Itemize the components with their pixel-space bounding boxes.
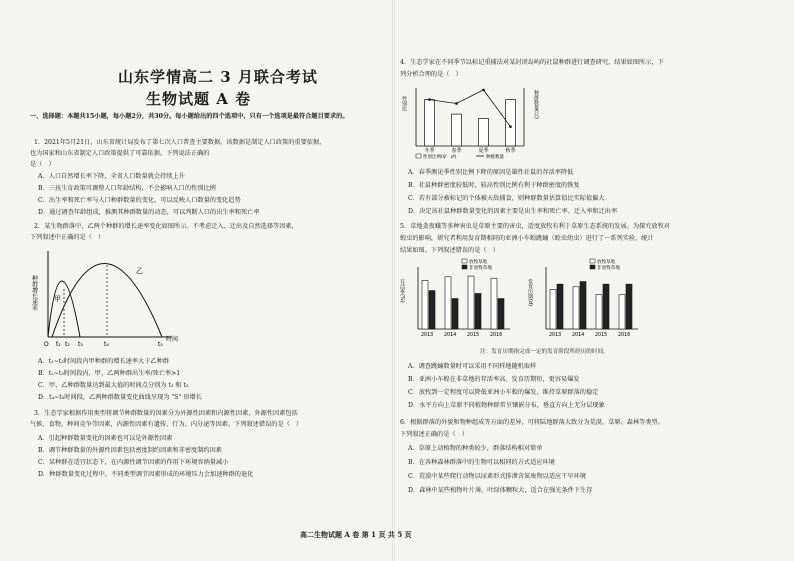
bar [468,276,474,329]
q3-option-d: D．种群数量变化过程中，不同类型调节因素形成的环境压力会加速种群的退化 [38,471,254,478]
q2-tick-t4: t₄ [104,341,109,348]
q4-x-tick: 夏季 [478,148,489,154]
q6-stem-line1: 6．根据群落的外貌和物种组成等方面的差异，可将陆地群落大致分为荒漠、草原、森林等类型。 [400,419,664,426]
q2-option-a: A．t₁~t₃时间段内甲种群的增长速率大于乙种群 [38,358,169,365]
q4-line-point [482,89,485,92]
exam-subtitle: 生物试题 A 卷 [146,90,252,108]
q5-option-d: D．水平方向上草原不同植物种群常呈镶嵌分布，垂直方向上无分层现象 [408,402,605,409]
q2-label-jia: 甲 [54,295,61,303]
q5-stem-line1: 5．草地贪夜蛾等多种害虫是草原主要的害虫，适度放牧有利于草原生态系统的发展。为探究放牧对 [400,223,670,230]
q2-tick-t1: t₁ [56,341,61,348]
legend-swatch [462,265,467,269]
x-tick: 2015 [595,333,608,338]
bar [550,289,556,329]
bar [619,295,625,329]
q4-line-point [428,98,431,101]
q1-stem-line2: 也为国家和山东省制定人口政策提供了可靠依据。下列说法正确的 [30,150,210,157]
q5-option-b: B．亚洲小车蝗在非草地的存活率高、发育历期短，更容易爆发 [408,376,580,383]
section-heading: 一、选择题：本题共15小题，每小题2分，共30分。每小题给出的四个选项中，只有一个选项是最符合题目要求的。 [30,113,349,120]
bar [626,284,632,329]
legend-label: 放牧草地 [469,260,488,265]
q4-legend-line: 种群数量 [486,155,504,160]
bar [452,299,458,329]
bar [573,287,579,329]
q3-option-c: C．某种群在适宜状态下，在内源性调节因素的作用下环境容纳量减小 [38,459,229,466]
q2-tick-t2: t₂ [65,341,70,348]
q3-stem-line2: 气候、食物、种间竞争等因素，内源性因素有遗传、行为、内分泌等因素。下列叙述错误的是（ ） [30,421,303,428]
y-label: 发育历期(d) [527,279,533,307]
q1-option-a: A．人口自然增长率下降，全省人口数量就会持续上升 [38,173,185,180]
q2-stem-line1: 2．某生物群落中，乙两个种群的增长速率变化如图所示。不考虑迁入、迁出及自然选择等因素， [34,223,298,230]
q2-tick-t3: t₃ [78,341,83,348]
x-tick: 2015 [467,333,480,338]
page-fold [392,0,395,561]
q5-development-chart [528,257,643,345]
q2-stem-line2: 下列叙述中正确的是（ ） [30,234,105,241]
q4-line-point [509,125,512,128]
q4-y-right-label: 种群数量(只) [533,90,539,119]
bar [557,284,563,329]
q2-tick-o: O [44,341,49,348]
q4-legend-bar: 性别比例(♀：♂) [423,155,457,160]
q4-y-left-label: 性别比 [401,96,407,111]
q5-stem-line2: 蝗虫的影响，研究者利用发育期相同的亚洲小车蝗跳蝻（蝗虫幼虫）进行了一系列实验，统计 [400,235,654,242]
q4-bar [425,100,435,146]
q1-option-c: C．出生率和死亡率与人口种群数量的变化，可以反映人口数量的变化趋势 [38,197,241,204]
q2-ylabel: 种群增长速率 [30,275,38,311]
q6-option-c: C．荒漠中某些爬行动物以尿素形式排泄含氮废物以适应干旱环境 [408,473,586,480]
q4-stem-line1: 4．生态学家在不同季节以标记重捕法对某封闭岛屿的社鼠种群进行调查研究，结果如图所示，下 [400,59,664,66]
q4-line [430,90,511,127]
q5-option-c: C．放牧到一定程度可以降低亚洲小车蝗的爆发，维持草原群落的稳定 [408,389,599,396]
bar [491,278,497,329]
q4-legend-bar-swatch [416,154,421,158]
x-tick: 2014 [444,333,457,338]
bar [596,295,602,329]
q4-bar [506,100,516,146]
q4-option-b: B．社鼠种群密度较低时，较高性别比例有利于种群密度的恢复 [408,182,580,189]
q4-stem-line2: 列分析合理的是（ ） [400,71,462,78]
q4-chart [401,82,544,164]
q1-option-d: D．通过调查年龄组成，推测其种群数量的动态，可以判断人口的出生率和死亡率 [38,209,260,216]
exam-title: 山东学情高二 3 月联合考试 [118,68,318,86]
q1-option-b: B．三孩生育政策可调整人口年龄结构，不会影响人口的性别比例 [38,185,216,192]
x-tick: 2016 [490,333,503,338]
q2-xlabel: 时间 [166,336,179,343]
page-footer: 高二生物试题 A 卷 第 1 页 共 5 页 [300,530,412,539]
q2-option-c: C．甲、乙种群数量达到最大值的时间点分别为 t₃ 和 t₅ [38,382,189,389]
q3-stem-line1: 3．生态学家根据作用类型将调节种群数量的因素分为外源性因素和内源性因素，外源性因素包括 [34,410,298,417]
q2-label-yi: 乙 [136,267,143,275]
q3-option-a: A．引起种群数量变化的因素也可以是外源性因素 [38,435,173,442]
x-tick: 2013 [421,333,434,338]
bar [445,277,451,329]
legend-swatch [590,259,595,263]
bar [422,280,428,329]
q2-option-b: B．t₂~t₃时间段内，甲、乙两种群出生率/死亡率>1 [38,370,181,377]
legend-label: 放牧草地 [597,260,616,265]
x-tick: 2016 [618,333,631,338]
q4-option-a: A．春季测见季性别比例下降的原因是雄性社鼠的存活率降低 [408,169,574,176]
bar [475,293,481,329]
legend-swatch [462,259,467,263]
bar [429,291,435,329]
q5-stem-line3: 结果如图。下列叙述错误的是（ ） [400,247,499,254]
q2-option-d: D．t₄~t₅时间段，乙两种群数量变化曲线呈现为 "S" 形增长 [38,394,202,401]
x-tick: 2014 [572,333,585,338]
q4-marks [425,89,516,154]
q5-note: 注：发育历期指完成一定的发育阶段所经历的时间。 [480,349,609,355]
q6-stem-line2: 下列叙述正确的是（ ） [400,431,469,438]
q4-x-tick: 冬季 [424,148,435,154]
q4-bar [479,118,489,146]
legend-label: 非放牧草地 [469,266,492,271]
legend-swatch [590,265,595,269]
q4-option-c: C．若有部分被标记的个体被天敌捕食，则种群数量估算值比实际值偏大 [408,195,605,202]
y-label: 存活率(%) [399,279,405,303]
q5-survival-chart [400,257,515,345]
q5-option-a: A．调查跳蝻数量时可以采用不同样地随机取样 [408,363,537,370]
q4-bar [452,114,462,146]
legend-label: 非放牧草地 [597,266,620,271]
q6-option-b: B．在各种森林群落中的生物可以相同的方式适应环境 [408,459,555,466]
q6-option-a: A．草原上动植物的种类较少，群落结构相对简单 [408,445,543,452]
q4-x-tick: 秋季 [505,148,516,154]
x-tick: 2013 [549,333,562,338]
q4-x-tick: 春季 [451,148,462,154]
q6-option-d: D．森林中某些植物叶片薄，叶绿体颗粒大，适合在强光条件下生存 [408,487,593,494]
bar [580,282,586,329]
q4-line-point [455,102,458,105]
q1-stem-line1: 1．2021年5月21日，山东省统计局发布了第七次人口普查主要数据，该数据是制定人口政策的重要依据， [34,139,326,146]
bar [603,284,609,329]
q4-option-d: D．决定该社鼠种群数量变化的因素主要是出生率和死亡率、迁入率和迁出率 [408,208,618,215]
q2-growth-rate-figure [32,245,182,353]
q1-stem-line3: 是（ ） [30,161,55,168]
q3-option-b: B．调节种群数量的外源性因素包括密度制约因素和非密度制约因素 [38,447,222,454]
q2-tick-t5: t₅ [158,341,163,348]
bar [498,299,504,329]
